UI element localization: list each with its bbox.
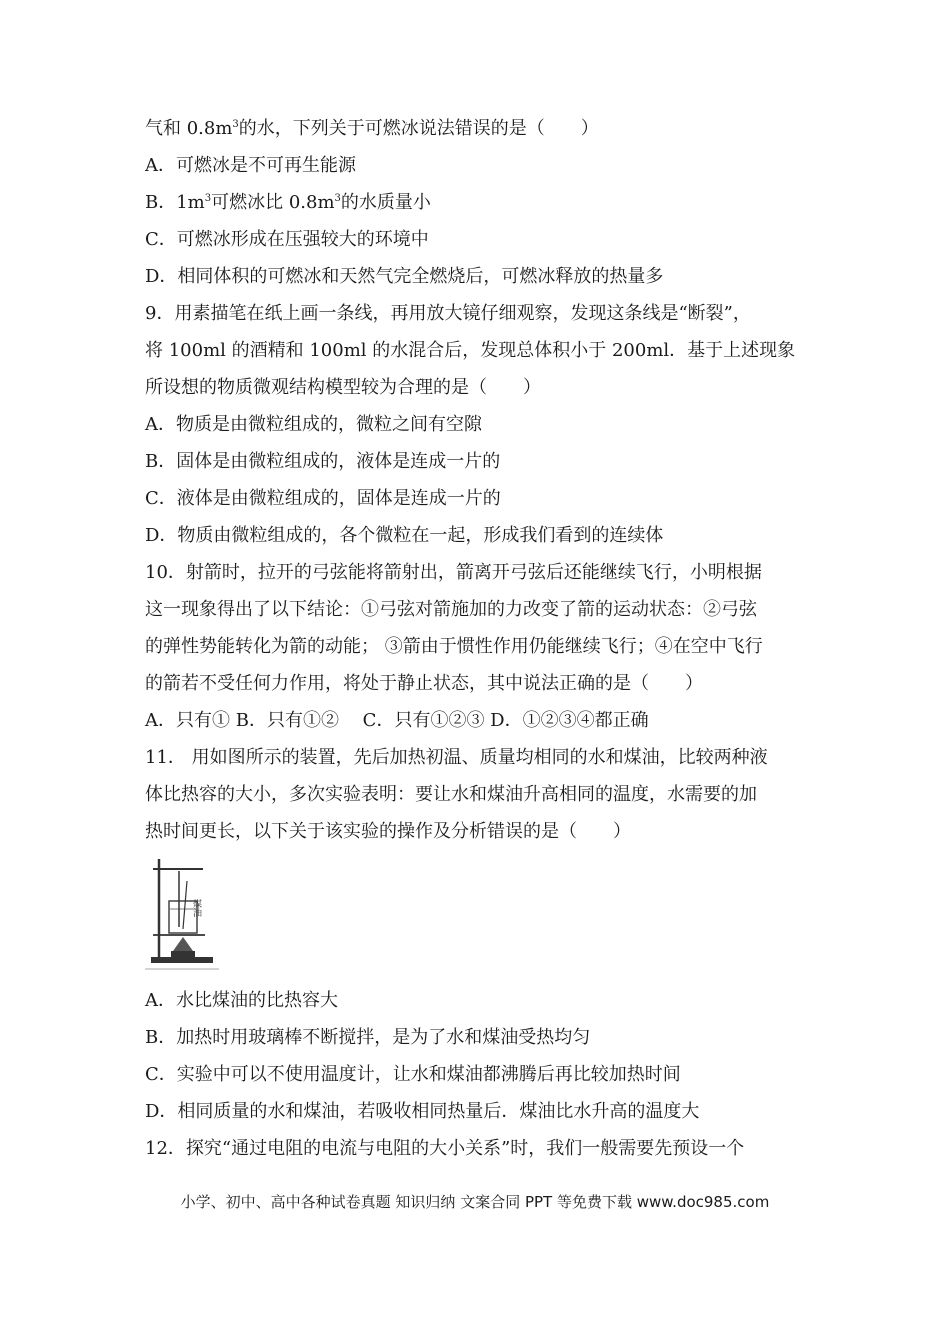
- text-line: 将 100ml 的酒精和 100ml 的水混合后，发现总体积小于 200ml．基于上述现象: [145, 340, 796, 361]
- option-d: D．相同体积的可燃冰和天然气完全燃烧后，可燃冰释放的热量多: [145, 266, 664, 287]
- option-c: C．液体是由微粒组成的，固体是连成一片的: [145, 488, 501, 509]
- option-b: B．$1m^3$可燃冰比 $0.8m^3$的水质量小: [145, 192, 431, 213]
- option-a: A．物质是由微粒组成的，微粒之间有空隙: [145, 414, 482, 435]
- question-11: 11． 用如图所示的装置，先后加热初温、质量均相同的水和煤油，比较两种液: [145, 747, 768, 768]
- text-line: 这一现象得出了以下结论：①弓弦对箭施加的力改变了箭的运动状态：②弓弦: [145, 599, 757, 620]
- text-line: 所设想的物质微观结构模型较为合理的是（ ）: [145, 377, 541, 398]
- option-b: B．固体是由微粒组成的，液体是连成一片的: [145, 451, 501, 472]
- text-line: 气和 $0.8m^3$的水，下列关于可燃冰说法错误的是（ ）: [145, 118, 599, 139]
- text-line: 的箭若不受任何力作用，将处于静止状态，其中说法正确的是（ ）: [145, 673, 703, 694]
- question-9: 9．用素描笔在纸上画一条线，再用放大镜仔细观察，发现这条线是“断裂”，: [145, 303, 751, 324]
- heating-apparatus-figure: [145, 857, 219, 971]
- option-b: B．加热时用玻璃棒不断搅拌，是为了水和煤油受热均匀: [145, 1027, 591, 1048]
- page-footer: 小学、初中、高中各种试卷真题 知识归纳 文案合同 PPT 等免费下载 www.doc985.com: [180, 1193, 770, 1211]
- text-line: 的弹性势能转化为箭的动能； ③箭由于惯性作用仍能继续飞行；④在空中飞行: [145, 636, 763, 657]
- option-c: C．实验中可以不使用温度计，让水和煤油都沸腾后再比较加热时间: [145, 1064, 681, 1085]
- option-a: A．可燃冰是不可再生能源: [145, 155, 356, 176]
- figure-label: 煤油: [191, 899, 201, 917]
- options-row: A．只有① B．只有①② C．只有①②③ D．①②③④都正确: [145, 710, 649, 731]
- text-line: 体比热容的大小，多次实验表明：要让水和煤油升高相同的温度，水需要的加: [145, 784, 757, 805]
- option-d: D．相同质量的水和煤油，若吸收相同热量后．煤油比水升高的温度大: [145, 1101, 700, 1122]
- text-line: 热时间更长，以下关于该实验的操作及分析错误的是（ ）: [145, 821, 631, 842]
- option-a: A．水比煤油的比热容大: [145, 990, 338, 1011]
- question-12: 12．探究“通过电阻的电流与电阻的大小关系”时，我们一般需要先预设一个: [145, 1138, 745, 1159]
- question-10: 10．射箭时，拉开的弓弦能将箭射出，箭离开弓弦后还能继续飞行，小明根据: [145, 562, 762, 583]
- option-d: D．物质由微粒组成的，各个微粒在一起，形成我们看到的连续体: [145, 525, 664, 546]
- option-c: C．可燃冰形成在压强较大的环境中: [145, 229, 429, 250]
